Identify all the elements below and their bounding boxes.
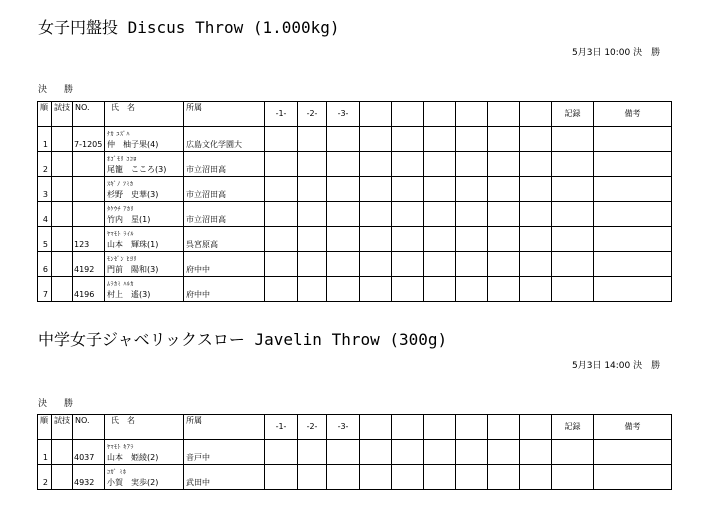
attempt-5-cell <box>392 152 424 177</box>
attempt-6-cell <box>424 465 456 490</box>
attempt-2-cell <box>298 127 327 152</box>
attempt-9-cell <box>520 202 552 227</box>
trial-order-cell <box>52 152 73 177</box>
athlete-name-cell <box>105 202 184 227</box>
athlete-row <box>38 252 672 277</box>
header-remarks: 備考 <box>594 102 672 127</box>
attempt-7-cell <box>456 227 488 252</box>
attempt-9-cell <box>520 252 552 277</box>
athlete-name-kana: ﾑﾗｶﾐ ﾊﾙｶ <box>107 281 134 288</box>
header-attempt-3: -3- <box>327 102 360 127</box>
record-cell <box>552 202 594 227</box>
attempt-2-cell <box>298 252 327 277</box>
attempt-9-cell <box>520 440 552 465</box>
athlete-name-cell <box>105 127 184 152</box>
athlete-name-cell <box>105 252 184 277</box>
athlete-name-kana: ﾔﾏﾓﾄ ｷｱﾗ <box>107 444 134 451</box>
trial-order-cell <box>52 202 73 227</box>
athlete-row <box>38 127 672 152</box>
header-trial-order: 試技 <box>52 415 73 440</box>
header-attempt-1: -1- <box>265 102 298 127</box>
affiliation-cell: 市立沼田高 <box>184 177 265 202</box>
attempt-2-cell <box>298 152 327 177</box>
attempt-3-cell <box>327 177 360 202</box>
athlete-name-kana: ｽｷﾞﾉ ﾌﾐｶ <box>107 181 134 188</box>
attempt-4-cell <box>360 127 392 152</box>
attempt-6-cell <box>424 440 456 465</box>
athlete-row <box>38 227 672 252</box>
attempt-8-cell <box>488 202 520 227</box>
attempt-2-cell <box>298 202 327 227</box>
affiliation-cell: 音戸中 <box>184 440 265 465</box>
attempt-8-cell <box>488 177 520 202</box>
record-cell <box>552 252 594 277</box>
attempt-4-cell <box>360 465 392 490</box>
header-name: 氏 名 <box>105 415 184 440</box>
header-trial-order: 試技 <box>52 102 73 127</box>
affiliation-cell: 広島文化学園大 <box>184 127 265 152</box>
header-affiliation: 所属 <box>184 415 265 440</box>
attempt-4-cell <box>360 277 392 302</box>
header-name: 氏 名 <box>105 102 184 127</box>
attempt-1-cell <box>265 227 298 252</box>
bib-number-cell: 7-1205 <box>73 127 105 152</box>
order-cell: 4 <box>38 202 52 227</box>
order-cell: 6 <box>38 252 52 277</box>
athlete-row <box>38 277 672 302</box>
header-number: NO. <box>73 415 105 440</box>
attempt-5-cell <box>392 465 424 490</box>
attempt-1-cell <box>265 277 298 302</box>
attempt-7-cell <box>456 465 488 490</box>
attempt-5-cell <box>392 277 424 302</box>
bib-number-cell: 123 <box>73 227 105 252</box>
attempt-9-cell <box>520 127 552 152</box>
affiliation-cell: 府中中 <box>184 277 265 302</box>
event-title: 女子円盤投 Discus Throw (1.000kg) <box>38 18 340 37</box>
attempt-9-cell <box>520 177 552 202</box>
order-cell: 2 <box>38 465 52 490</box>
athlete-name-cell <box>105 440 184 465</box>
attempt-2-cell <box>298 177 327 202</box>
attempt-3-cell <box>327 277 360 302</box>
attempt-7-cell <box>456 277 488 302</box>
attempt-2-cell <box>298 227 327 252</box>
attempt-8-cell <box>488 152 520 177</box>
affiliation-cell: 武田中 <box>184 465 265 490</box>
remarks-cell <box>594 152 672 177</box>
athlete-name-cell <box>105 177 184 202</box>
trial-order-cell <box>52 227 73 252</box>
attempt-7-cell <box>456 202 488 227</box>
remarks-cell <box>594 440 672 465</box>
attempt-9-cell <box>520 227 552 252</box>
attempt-8-cell <box>488 440 520 465</box>
attempt-5-cell <box>392 440 424 465</box>
record-cell <box>552 465 594 490</box>
header-attempt-2: -2- <box>298 415 327 440</box>
attempt-6-cell <box>424 252 456 277</box>
header-order: 順 <box>38 102 52 127</box>
attempt-3-cell <box>327 202 360 227</box>
attempt-2-cell <box>298 465 327 490</box>
athlete-row <box>38 465 672 490</box>
attempt-4-cell <box>360 252 392 277</box>
attempt-7-cell <box>456 252 488 277</box>
header-record: 記録 <box>552 102 594 127</box>
bib-number-cell: 4196 <box>73 277 105 302</box>
attempt-1-cell <box>265 127 298 152</box>
header-attempt-3: -3- <box>327 415 360 440</box>
trial-order-cell <box>52 127 73 152</box>
header-order: 順 <box>38 415 52 440</box>
remarks-cell <box>594 465 672 490</box>
header-attempt-2: -2- <box>298 102 327 127</box>
record-cell <box>552 277 594 302</box>
athlete-name: 村上 遙(3) <box>107 290 151 299</box>
athlete-row <box>38 152 672 177</box>
order-cell: 1 <box>38 127 52 152</box>
athlete-row <box>38 177 672 202</box>
attempt-4-cell <box>360 440 392 465</box>
affiliation-cell: 府中中 <box>184 252 265 277</box>
remarks-cell <box>594 227 672 252</box>
record-cell <box>552 152 594 177</box>
bib-number-cell: 4192 <box>73 252 105 277</box>
attempt-4-cell <box>360 227 392 252</box>
athlete-name-kana: ﾅｶ ﾕｽﾞﾊ <box>107 131 130 138</box>
athlete-name-kana: ﾓﾝｾﾞﾝ ﾋﾖﾘ <box>107 256 137 263</box>
remarks-cell <box>594 202 672 227</box>
athlete-row <box>38 202 672 227</box>
attempt-3-cell <box>327 227 360 252</box>
event-title: 中学女子ジャベリックスロー Javelin Throw (300g) <box>38 330 448 349</box>
header-remarks: 備考 <box>594 415 672 440</box>
affiliation-cell: 市立沼田高 <box>184 152 265 177</box>
remarks-cell <box>594 127 672 152</box>
attempt-1-cell <box>265 202 298 227</box>
results-table <box>37 414 672 490</box>
header-record: 記録 <box>552 415 594 440</box>
athlete-row <box>38 440 672 465</box>
table-header-row <box>38 102 672 127</box>
attempt-7-cell <box>456 127 488 152</box>
order-cell: 1 <box>38 440 52 465</box>
bib-number-cell <box>73 152 105 177</box>
trial-order-cell <box>52 465 73 490</box>
athlete-name-cell <box>105 227 184 252</box>
athlete-name-cell <box>105 465 184 490</box>
athlete-name: 門前 陽和(3) <box>107 265 159 274</box>
attempt-6-cell <box>424 227 456 252</box>
record-cell <box>552 440 594 465</box>
attempt-8-cell <box>488 127 520 152</box>
attempt-5-cell <box>392 252 424 277</box>
header-attempt-1: -1- <box>265 415 298 440</box>
attempt-2-cell <box>298 440 327 465</box>
athlete-name: 尾籠 こころ(3) <box>107 165 167 174</box>
athlete-name-kana: ｵｺﾞﾓﾘ ｺｺﾛ <box>107 156 137 163</box>
attempt-5-cell <box>392 227 424 252</box>
order-cell: 3 <box>38 177 52 202</box>
remarks-cell <box>594 252 672 277</box>
attempt-7-cell <box>456 440 488 465</box>
record-cell <box>552 177 594 202</box>
table-header-row <box>38 415 672 440</box>
athlete-name-kana: ﾀｹｳﾁ ｱｶﾘ <box>107 206 134 213</box>
athlete-name: 仲 柚子果(4) <box>107 140 159 149</box>
bib-number-cell: 4932 <box>73 465 105 490</box>
attempt-9-cell <box>520 465 552 490</box>
affiliation-cell: 市立沼田高 <box>184 202 265 227</box>
order-cell: 5 <box>38 227 52 252</box>
attempt-1-cell <box>265 152 298 177</box>
attempt-5-cell <box>392 127 424 152</box>
attempt-6-cell <box>424 277 456 302</box>
affiliation-cell: 呉宮原高 <box>184 227 265 252</box>
remarks-cell <box>594 277 672 302</box>
header-affiliation: 所属 <box>184 102 265 127</box>
athlete-name: 杉野 史華(3) <box>107 190 159 199</box>
attempt-8-cell <box>488 465 520 490</box>
attempt-4-cell <box>360 177 392 202</box>
athlete-name-kana: ｺｶﾞ ﾐﾎ <box>107 469 127 476</box>
attempt-6-cell <box>424 152 456 177</box>
header-number: NO. <box>73 102 105 127</box>
attempt-9-cell <box>520 277 552 302</box>
attempt-8-cell <box>488 252 520 277</box>
order-cell: 7 <box>38 277 52 302</box>
attempt-6-cell <box>424 127 456 152</box>
round-label: 決 勝 <box>38 399 78 409</box>
attempt-3-cell <box>327 252 360 277</box>
record-cell <box>552 127 594 152</box>
attempt-3-cell <box>327 127 360 152</box>
athlete-name: 竹内 星(1) <box>107 215 151 224</box>
remarks-cell <box>594 177 672 202</box>
athlete-name-cell <box>105 152 184 177</box>
order-cell: 2 <box>38 152 52 177</box>
attempt-6-cell <box>424 202 456 227</box>
record-cell <box>552 227 594 252</box>
attempt-3-cell <box>327 465 360 490</box>
attempt-4-cell <box>360 152 392 177</box>
athlete-name-cell <box>105 277 184 302</box>
event-datetime: 5月3日 10:00 決 勝 <box>572 48 661 58</box>
bib-number-cell <box>73 202 105 227</box>
attempt-8-cell <box>488 227 520 252</box>
attempt-1-cell <box>265 440 298 465</box>
bib-number-cell: 4037 <box>73 440 105 465</box>
attempt-1-cell <box>265 177 298 202</box>
attempt-7-cell <box>456 152 488 177</box>
attempt-2-cell <box>298 277 327 302</box>
trial-order-cell <box>52 177 73 202</box>
athlete-name-kana: ﾔﾏﾓﾄ ﾗｲﾙ <box>107 231 134 238</box>
athlete-name: 小賀 実歩(2) <box>107 478 159 487</box>
attempt-7-cell <box>456 177 488 202</box>
attempt-5-cell <box>392 202 424 227</box>
attempt-6-cell <box>424 177 456 202</box>
attempt-1-cell <box>265 252 298 277</box>
event-datetime: 5月3日 14:00 決 勝 <box>572 361 661 371</box>
attempt-5-cell <box>392 177 424 202</box>
attempt-9-cell <box>520 152 552 177</box>
attempt-4-cell <box>360 202 392 227</box>
round-label: 決 勝 <box>38 85 78 95</box>
attempt-1-cell <box>265 465 298 490</box>
attempt-3-cell <box>327 440 360 465</box>
results-table <box>37 101 672 302</box>
athlete-name: 山本 姫綾(2) <box>107 453 159 462</box>
trial-order-cell <box>52 440 73 465</box>
athlete-name: 山本 輝珠(1) <box>107 240 159 249</box>
bib-number-cell <box>73 177 105 202</box>
trial-order-cell <box>52 277 73 302</box>
trial-order-cell <box>52 252 73 277</box>
attempt-8-cell <box>488 277 520 302</box>
attempt-3-cell <box>327 152 360 177</box>
